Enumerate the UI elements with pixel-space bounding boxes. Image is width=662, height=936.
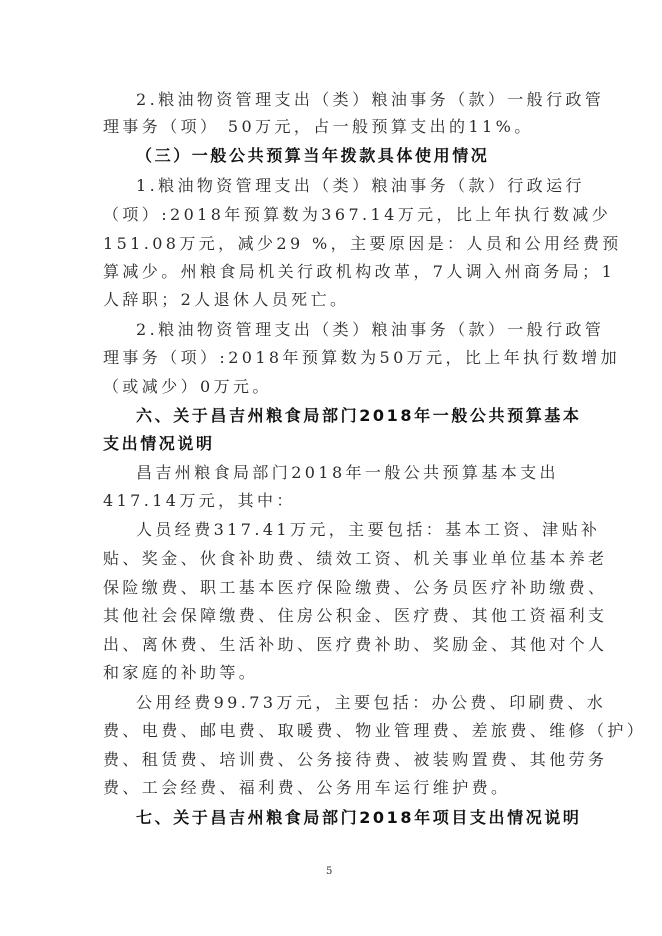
paragraph-line: 出、离休费、生活补助、医疗费补助、奖励金、其他对个人 (103, 635, 608, 654)
section-heading: 六、关于昌吉州粮食局部门2018年一般公共预算基本 (136, 406, 582, 425)
paragraph-line: 费、工会经费、福利费、公务用车运行维护费。 (103, 778, 511, 797)
paragraph-line: （项）:2018年预算数为367.14万元，比上年执行数减少 (103, 205, 612, 224)
paragraph-line: 2.粮油物资管理支出（类）粮油事务（款）一般行政管 (136, 320, 605, 339)
paragraph-line: 公用经费99.73万元，主要包括：办公费、印刷费、水 (136, 693, 607, 712)
paragraph-line: （或减少）0万元。 (103, 377, 272, 396)
paragraph-line: 2.粮油物资管理支出（类）粮油事务（款）一般行政管 (136, 90, 605, 109)
paragraph-line: 保险缴费、职工基本医疗保险缴费、公务员医疗补助缴费、 (103, 578, 608, 597)
paragraph-line: 理事务（项）:2018年预算数为50万元，比上年执行数增加 (103, 348, 621, 367)
section-heading: 七、关于昌吉州粮食局部门2018年项目支出情况说明 (136, 808, 582, 827)
section-heading: 支出情况说明 (103, 434, 215, 453)
paragraph-line: 和家庭的补助等。 (103, 663, 259, 682)
section-heading: （三）一般公共预算当年拨款具体使用情况 (136, 146, 490, 165)
paragraph-line: 151.08万元，减少29 %，主要原因是：人员和公用经费预 (103, 234, 622, 253)
paragraph-line: 理事务（项） 50万元，占一般预算支出的11%。 (103, 117, 534, 136)
page-number: 5 (326, 866, 333, 877)
paragraph-line: 其他社会保障缴费、住房公积金、医疗费、其他工资福利支 (103, 606, 608, 625)
paragraph-line: 1.粮油物资管理支出（类）粮油事务（款）行政运行 (136, 176, 585, 195)
paragraph-line: 费、电费、邮电费、取暖费、物业管理费、差旅费、维修（护） (103, 721, 647, 740)
paragraph-line: 昌吉州粮食局部门2018年一般公共预算基本支出 (136, 463, 559, 482)
paragraph-line: 算减少。州粮食局机关行政机构改革，7人调入州商务局；1 (103, 262, 616, 281)
paragraph-line: 人员经费317.41万元，主要包括：基本工资、津贴补 (136, 520, 601, 539)
paragraph-line: 费、租赁费、培训费、公务接待费、被装购置费、其他劳务 (103, 750, 608, 769)
paragraph-line: 贴、奖金、伙食补助费、绩效工资、机关事业单位基本养老 (103, 549, 608, 568)
paragraph-line: 417.14万元，其中： (103, 491, 296, 510)
paragraph-line: 人辞职；2人退休人员死亡。 (103, 290, 350, 309)
